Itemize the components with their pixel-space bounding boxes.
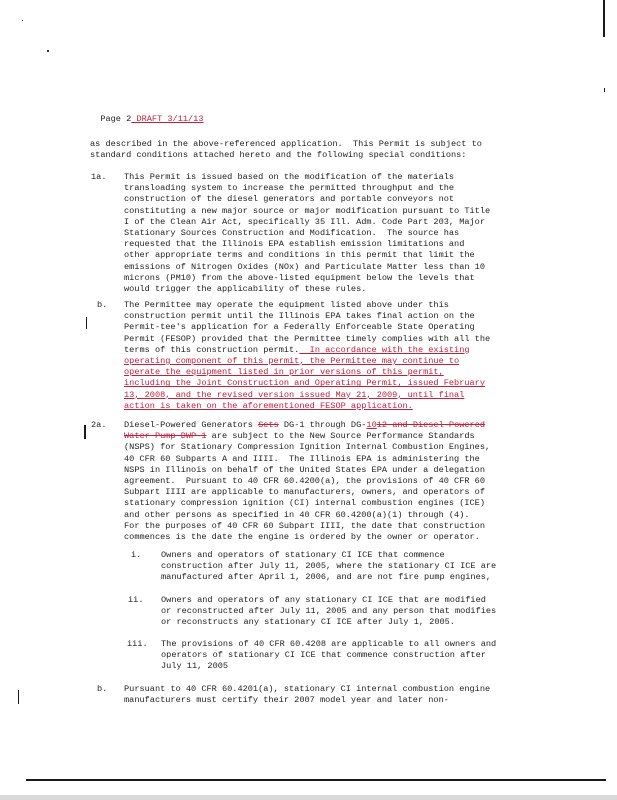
condition-2a-label: 2a.	[91, 420, 107, 430]
sub-item-iii-label: iii.	[127, 639, 148, 649]
text-line: as described in the above-referenced application. This Permit is subject to	[90, 139, 482, 149]
text-line: or reconstructs any stationary CI ICE after July 1, 2005.	[161, 617, 455, 628]
text-line: manufacturers must certify their 2007 model year and later non-	[124, 695, 449, 706]
scan-edge-right	[604, 88, 605, 92]
text-line: Stationary Sources Construction and Modification. The source has	[124, 228, 460, 239]
intro-paragraph	[90, 139, 482, 161]
inserted-text: operating component of this permit, the Permittee may continue to	[124, 356, 460, 367]
deleted-text: Sets	[258, 420, 279, 430]
text-line: For the purposes of 40 CFR 60 Subpart IIII, the date that construction	[124, 520, 485, 531]
text-line: stationary compression ignition (CI) internal combustion engines (ICE)	[124, 498, 485, 509]
text-line: transloading system to increase the permitted throughput and the	[124, 183, 455, 194]
text-line: 40 CFR 60 Subparts A and IIII. The Illinois EPA is administering the	[124, 453, 480, 464]
inserted-text: including the Joint Construction and Operating Permit, issued February	[124, 378, 485, 389]
draft-date-label: DRAFT 3/11/13	[131, 114, 204, 125]
text-line	[124, 345, 490, 356]
text-line: Pursuant to 40 CFR 60.4201(a), stationary CI internal combustion engine	[124, 684, 491, 694]
condition-2b-text	[124, 684, 490, 706]
condition-1b-text	[124, 300, 490, 412]
inserted-text: 13, 2008, and the revised version issued May 21, 2009, until final	[124, 389, 465, 400]
deleted-text: 12 and Diesel-Powered	[376, 420, 486, 430]
text-line: NSPS in Illinois on behalf of the United States EPA under a delegation	[124, 464, 485, 475]
inserted-text: action is taken on the aforementioned FESOP application.	[124, 400, 413, 411]
scan-bottom-edge	[26, 779, 606, 781]
sub-item-i-text	[161, 550, 496, 584]
inserted-text: In accordance with the existing	[299, 344, 470, 355]
sub-item-i-label: i.	[131, 550, 142, 560]
sub-item-ii-label: ii.	[128, 595, 144, 605]
text-line: constituting a new major source or major modification pursuant to Title	[124, 205, 491, 216]
text-segment: terms of this construction permit.	[124, 344, 300, 355]
text-line	[124, 431, 490, 442]
text-line: or reconstructed after July 11, 2005 and any person that modifies	[161, 606, 497, 617]
text-line: would trigger the applicability of these rules.	[124, 284, 367, 295]
text-line: and other persons as specified in 40 CFR 60.4200(a)(1) through (4).	[124, 509, 470, 520]
text-line: Owners and operators of any stationary CI ICE that are modified	[161, 595, 486, 605]
revision-bar	[86, 317, 87, 329]
text-line: Permit (FESOP) provided that the Permittee timely complies with all the	[124, 333, 491, 344]
inserted-text: 10	[366, 420, 377, 430]
text-line: Owners and operators of stationary CI ICE that commence	[161, 550, 445, 560]
text-line: construction permit until the Illinois EPA takes final action on the	[124, 311, 475, 322]
text-line: This Permit is issued based on the modification of the materials	[124, 172, 455, 182]
text-line: Permit-tee's application for a Federally Enforceable State Operating	[124, 322, 475, 333]
condition-2a-text	[124, 420, 490, 543]
text-line: manufactured after April 1, 2006, and are not fire pump engines,	[161, 572, 492, 583]
text-line: agreement. Pursuant to 40 CFR 60.4200(a), the provisions of 40 CFR 60	[124, 476, 485, 487]
deleted-text: Water Pump DWP-1	[124, 431, 207, 442]
revision-bar	[84, 425, 86, 439]
text-line: July 11, 2005	[161, 661, 229, 672]
text-segment: are subject to the New Source Performance Standards	[206, 431, 475, 442]
scan-speck	[22, 20, 23, 21]
scan-edge-top-right	[603, 0, 605, 37]
text-line: requested that the Illinois EPA establish emission limitations and	[124, 239, 465, 250]
inserted-text: operate the equipment listed in prior versions of this permit,	[124, 367, 444, 378]
sub-item-ii-text	[161, 595, 496, 629]
page-number-label: Page 2	[100, 114, 132, 125]
text-line: other appropriate terms and conditions in this permit that limit the	[124, 250, 475, 261]
text-segment: Diesel-Powered Generators	[124, 420, 259, 430]
text-line	[124, 420, 490, 431]
text-line: The provisions of 40 CFR 60.4208 are applicable to all owners and	[161, 639, 497, 649]
text-line: construction after July 11, 2005, where the stationary CI ICE are	[161, 561, 497, 572]
text-segment: DG-1 through DG-	[278, 420, 367, 430]
text-line: The Permittee may operate the equipment listed above under this	[124, 300, 449, 310]
text-line: Subpart IIII are applicable to manufacturers, owners, and operators of	[124, 487, 485, 498]
text-line: commences is the date the engine is ordered by the owner or operator.	[124, 532, 480, 543]
scan-speck	[47, 50, 49, 52]
condition-1b-label: b.	[97, 300, 108, 310]
condition-2b-label: b.	[97, 684, 108, 694]
condition-1a-text	[124, 172, 490, 295]
page-header	[90, 103, 203, 125]
sub-item-iii-text	[161, 639, 496, 673]
scan-bottom-shadow	[0, 795, 617, 800]
condition-1a-label: 1a.	[91, 172, 107, 182]
text-line: emissions of Nitrogen Oxides (NOx) and Particulate Matter less than 10	[124, 261, 485, 272]
text-line: standard conditions attached hereto and the following special conditions:	[90, 150, 467, 161]
scan-edge-left	[18, 690, 19, 704]
text-line: construction of the diesel generators and portable conveyors not	[124, 194, 455, 205]
text-line: I of the Clean Air Act, specifically 35 Ill. Adm. Code Part 203, Major	[124, 216, 485, 227]
text-line: (NSPS) for Stationary Compression Ignition Internal Combustion Engines,	[124, 442, 491, 453]
text-line: microns (PM10) from the above-listed equipment below the levels that	[124, 272, 475, 283]
text-line: operators of stationary CI ICE that commence construction after	[161, 650, 486, 661]
